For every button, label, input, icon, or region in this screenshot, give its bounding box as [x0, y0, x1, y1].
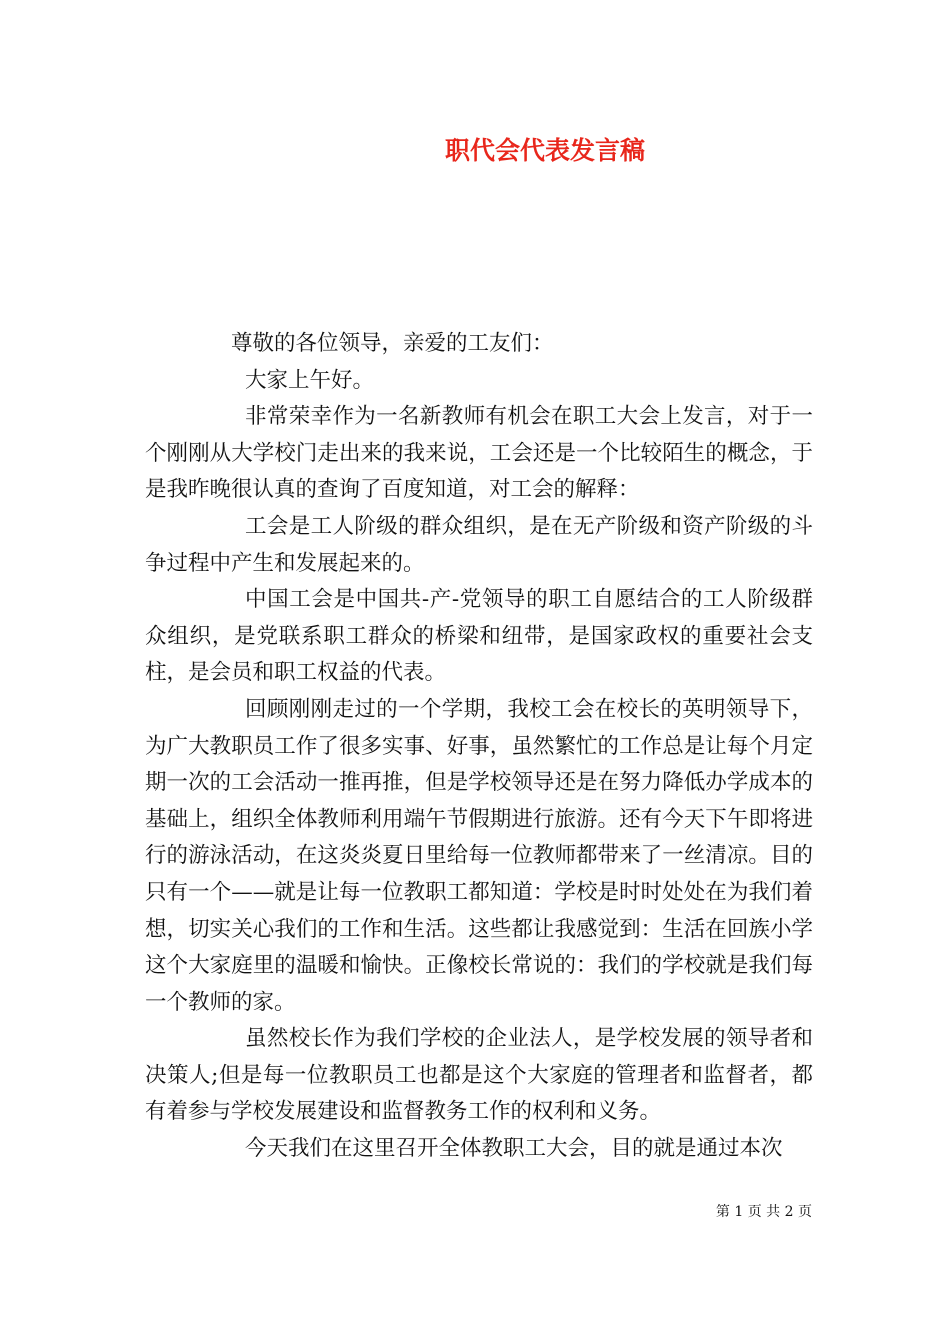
- paragraph: 中国工会是中国共-产-党领导的职工自愿结合的工人阶级群众组织，是党联系职工群众的桥梁和纽带，是国家政权的重要社会支柱，是会员和职工权益的代表。: [145, 587, 813, 686]
- paragraph: 非常荣幸作为一名新教师有机会在职工大会上发言，对于一个刚刚从大学校门走出来的我来说，工会还是一个比较陌生的概念，于是我昨晚很认真的查询了百度知道，对工会的解释：: [145, 404, 813, 503]
- greeting-line: 尊敬的各位领导，亲爱的工友们：: [231, 331, 554, 356]
- paragraph: 大家上午好。: [245, 367, 375, 393]
- paragraph: 回顾刚刚走过的一个学期，我校工会在校长的英明领导下，为广大教职员工作了很多实事、好事，虽然繁忙的工作总是让每个月定期一次的工会活动一推再推，但是学校领导还是在努力降低办学成本的基础上，组织全体教师利用端午节假期进行旅游。还有今天下午即将进行的游泳活动，在这炎炎夏日里给每一位教师都带来了一丝清凉。目的只有一个——就是让每一位教职工都知道：学校是时时处处在为我们着想，切实关心我们的工作和生活。这些都让我感觉到：生活在回族小学这个大家庭里的温暖和愉快。正像校长常说的：我们的学校就是我们每一个教师的家。: [145, 696, 813, 1015]
- page-number-footer: 第 1 页 共 2 页: [715, 1204, 812, 1220]
- paragraph: 虽然校长作为我们学校的企业法人，是学校发展的领导者和决策人;但是每一位教职员工也都是这个大家庭的管理者和监督者，都有着参与学校发展建设和监督教务工作的权利和义务。: [145, 1026, 813, 1125]
- document-title: 职代会代表发言稿: [444, 136, 645, 165]
- paragraph: 工会是工人阶级的群众组织，是在无产阶级和资产阶级的斗争过程中产生和发展起来的。: [145, 513, 813, 576]
- document-body: [145, 326, 813, 1168]
- paragraph: 今天我们在这里召开全体教职工大会，目的就是通过本次: [245, 1136, 783, 1162]
